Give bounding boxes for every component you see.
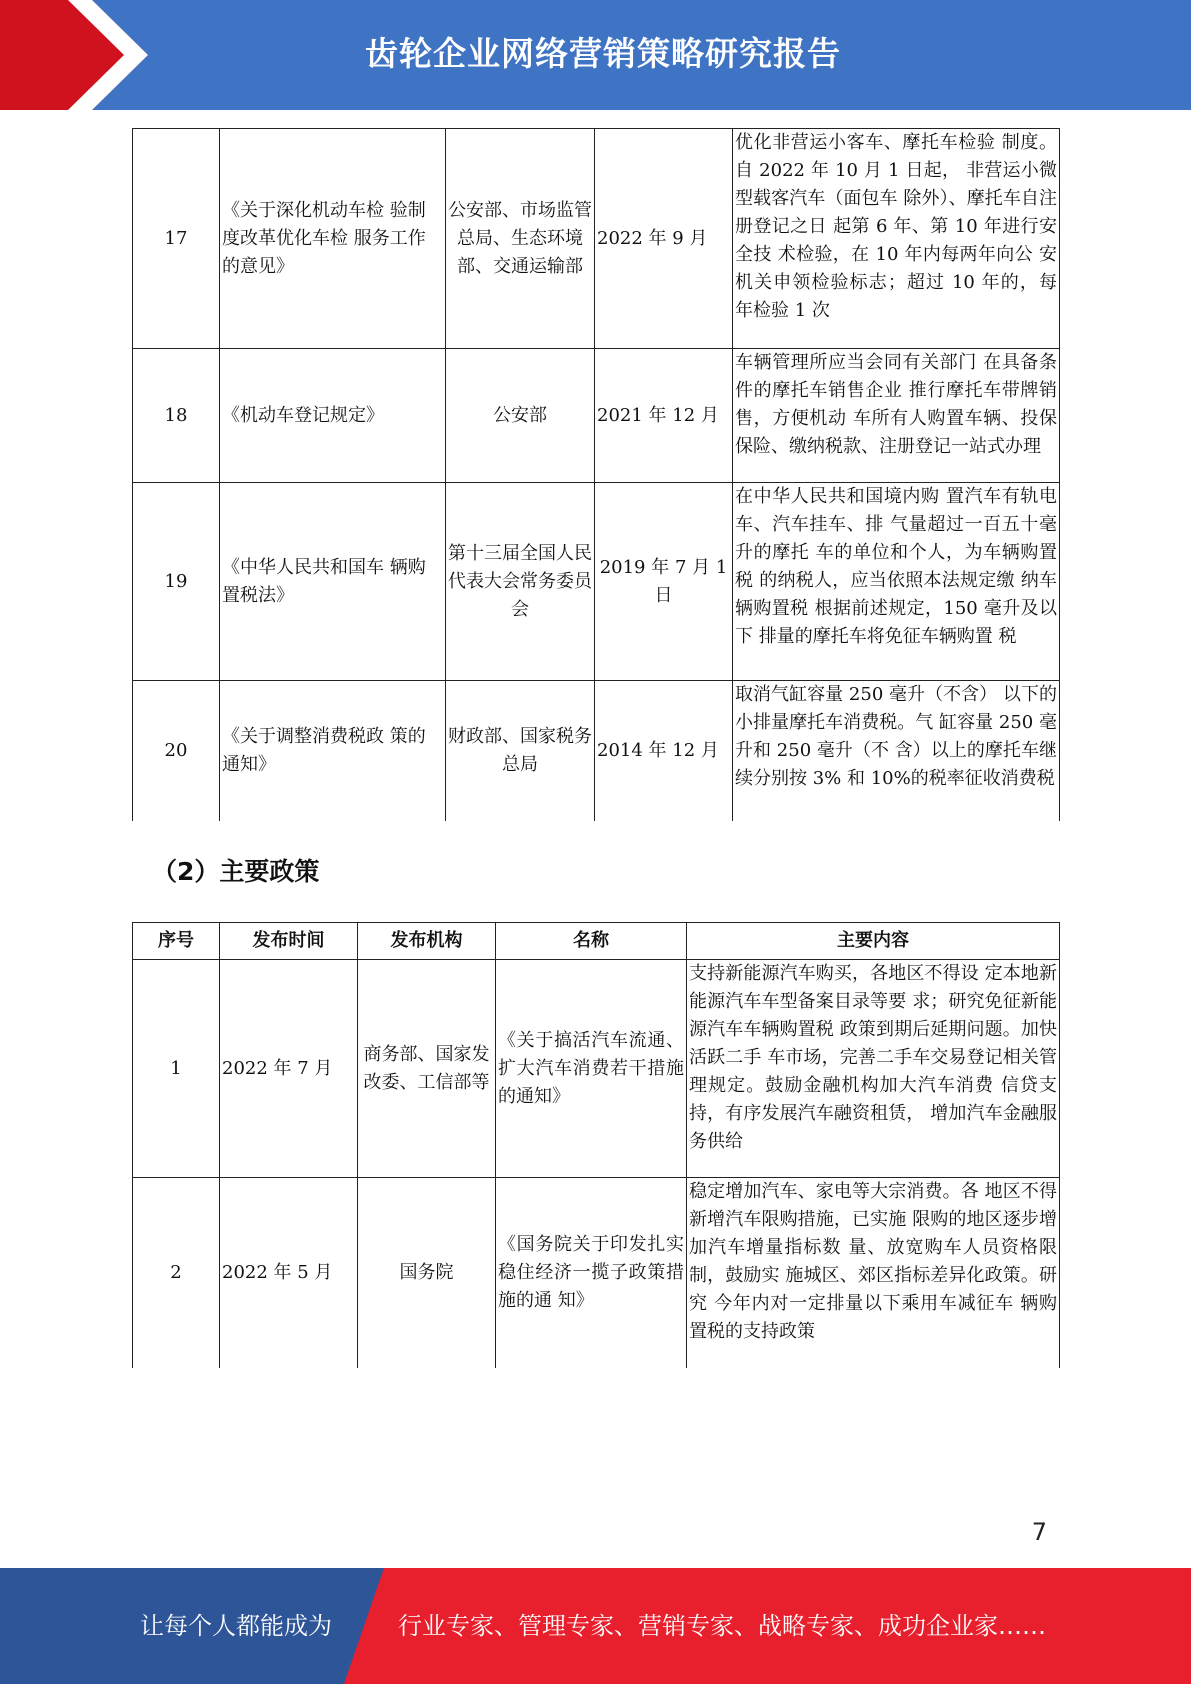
issuing-agency: 国务院 bbox=[358, 1178, 496, 1368]
issue-date: 2022 年 9 月 bbox=[595, 129, 733, 349]
row-number: 20 bbox=[133, 681, 220, 821]
table-row bbox=[133, 1178, 1060, 1368]
column-header: 主要内容 bbox=[687, 923, 1060, 960]
policy-content: 支持新能源汽车购买，各地区不得设 定本地新能源汽车车型备案目录等要 求；研究免征新能源汽车车辆购置税 政策到期后延期问题。加快活跃二手 车市场，完善二手车交易登记相关管 理规定。鼓励金融机构加大汽车消费 信贷支持，有序发展汽车融资租赁， 增加汽车金融服务供给 bbox=[687, 960, 1060, 1178]
report-title: 齿轮企业网络营销策略研究报告 bbox=[365, 34, 841, 73]
page-footer bbox=[0, 1568, 1191, 1684]
issue-date: 2021 年 12 月 bbox=[595, 349, 733, 483]
table-row bbox=[133, 129, 1060, 349]
footer-slogan-right: 行业专家、管理专家、营销专家、战略专家、成功企业家…… bbox=[398, 1612, 1046, 1640]
footer-slogan-left: 让每个人都能成为 bbox=[140, 1612, 332, 1640]
issue-date: 2022 年 5 月 bbox=[220, 1178, 358, 1368]
issue-date: 2019 年 7 月 1 日 bbox=[595, 483, 733, 681]
policy-content: 稳定增加汽车、家电等大宗消费。各 地区不得新增汽车限购措施，已实施 限购的地区逐步增加汽车增量指标数 量、放宽购车人员资格限制，鼓励实 施城区、郊区指标差异化政策。研究 今年内对一定排量以下乘用车减征车 辆购置税的支持政策 bbox=[687, 1178, 1060, 1368]
policy-content: 优化非营运小客车、摩托车检验 制度。自 2022 年 10 月 1 日起， 非营运小微型载客汽车（面包车 除外）、摩托车自注册登记之日 起第 6 年、第 10 年进行安全技 术检验，在 10 年内每两年向公 安机关申领检验标志；超过 10 年的，每年检验 1 次 bbox=[733, 129, 1060, 349]
issuing-agency: 公安部、市场监管总局、生态环境部、交通运输部 bbox=[446, 129, 595, 349]
policy-name: 《国务院关于印发扎实稳住经济一揽子政策措施的通 知》 bbox=[496, 1178, 687, 1368]
row-number: 1 bbox=[133, 960, 220, 1178]
policy-content: 在中华人民共和国境内购 置汽车有轨电车、汽车挂车、排 气量超过一百五十毫升的摩托 车的单位和个人，为车辆购置税 的纳税人，应当依照本法规定缴 纳车辆购置税 根据前述规定，150 毫升及以下 排量的摩托车将免征车辆购置 税 bbox=[733, 483, 1060, 681]
section-heading: （2）主要政策 bbox=[152, 857, 320, 886]
policy-content: 取消气缸容量 250 毫升（不含） 以下的小排量摩托车消费税。气 缸容量 250 毫升和 250 毫升（不 含）以上的摩托车继续分别按 3% 和 10%的税率征收消费税 bbox=[733, 681, 1060, 821]
regulations-table bbox=[132, 128, 1060, 821]
policy-name: 《中华人民共和国车 辆购置税法》 bbox=[220, 483, 446, 681]
table-row bbox=[133, 349, 1060, 483]
policy-name: 《关于深化机动车检 验制度改革优化车检 服务工作的意见》 bbox=[220, 129, 446, 349]
column-header: 发布机构 bbox=[358, 923, 496, 960]
issuing-agency: 商务部、国家发改委、工信部等 bbox=[358, 960, 496, 1178]
policy-name: 《机动车登记规定》 bbox=[220, 349, 446, 483]
page-header bbox=[0, 0, 1191, 110]
policy-name: 《关于调整消费税政 策的通知》 bbox=[220, 681, 446, 821]
row-number: 17 bbox=[133, 129, 220, 349]
column-header: 名称 bbox=[496, 923, 687, 960]
row-number: 18 bbox=[133, 349, 220, 483]
table-row bbox=[133, 483, 1060, 681]
column-header: 发布时间 bbox=[220, 923, 358, 960]
policy-content: 车辆管理所应当会同有关部门 在具备条件的摩托车销售企业 推行摩托车带牌销售，方便机动 车所有人购置车辆、投保保险、缴纳税款、注册登记一站式办理 bbox=[733, 349, 1060, 483]
issuing-agency: 公安部 bbox=[446, 349, 595, 483]
row-number: 2 bbox=[133, 1178, 220, 1368]
column-header: 序号 bbox=[133, 923, 220, 960]
issue-date: 2014 年 12 月 bbox=[595, 681, 733, 821]
main-policies-table bbox=[132, 922, 1060, 1368]
issuing-agency: 第十三届全国人民代表大会常务委员会 bbox=[446, 483, 595, 681]
issue-date: 2022 年 7 月 bbox=[220, 960, 358, 1178]
page-number: 7 bbox=[1031, 1518, 1047, 1546]
issuing-agency: 财政部、国家税务总局 bbox=[446, 681, 595, 821]
policy-name: 《关于搞活汽车流通、扩大汽车消费若干措施的通知》 bbox=[496, 960, 687, 1178]
table-header-row bbox=[133, 923, 1060, 960]
table-row bbox=[133, 960, 1060, 1178]
row-number: 19 bbox=[133, 483, 220, 681]
table-row bbox=[133, 681, 1060, 821]
